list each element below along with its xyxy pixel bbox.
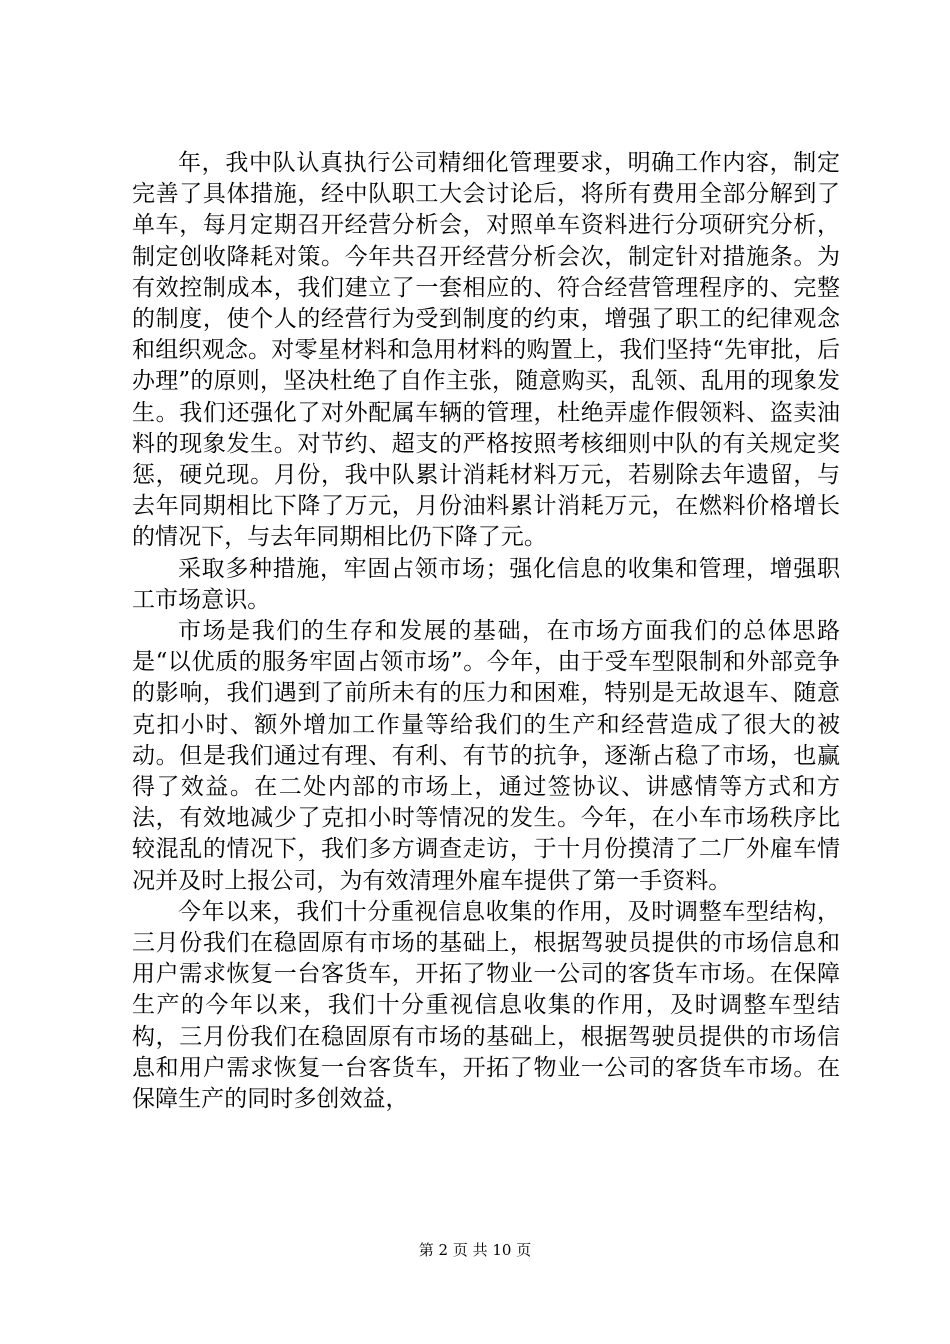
document-body bbox=[132, 148, 840, 1115]
paragraph-information-collection: 今年以来，我们十分重视信息收集的作用，及时调整车型结构，三月份我们在稳固原有市场的基础上，根据驾驶员提供的市场信息和用户需求恢复一台客货车，开拓了物业一公司的客货车市场。在保障生产的今年以来，我们十分重视信息收集的作用，及时调整车型结构，三月份我们在稳固原有市场的基础上，根据驾驶员提供的市场信息和用户需求恢复一台客货车，开拓了物业一公司的客货车市场。在保障生产的同时多创效益， bbox=[132, 898, 840, 1113]
page-number-footer: 第 2 页 共 10 页 bbox=[418, 1241, 532, 1259]
paragraph-cost-control: 年，我中队认真执行公司精细化管理要求，明确工作内容，制定完善了具体措施，经中队职工大会讨论后，将所有费用全部分解到了单车，每月定期召开经营分析会，对照单车资料进行分项研究分析，制定创收降耗对策。今年共召开经营分析会次，制定针对措施条。为有效控制成本，我们建立了一套相应的、符合经营管理程序的、完整的制度，使个人的经营行为受到制度的约束，增强了职工的纪律观念和组织观念。对零星材料和急用材料的购置上，我们坚持“先审批，后办理”的原则，坚决杜绝了自作主张，随意购买，乱领、乱用的现象发生。我们还强化了对外配属车辆的管理，杜绝弄虚作假领料、盗卖油料的现象发生。对节约、超支的严格按照考核细则中队的有关规定奖惩，硬兑现。月份，我中队累计消耗材料万元，若剔除去年遗留，与去年同期相比下降了万元，月份油料累计消耗万元，在燃料价格增长的情况下，与去年同期相比仍下降了元。 bbox=[132, 150, 840, 551]
paragraph-market-measures: 采取多种措施，牢固占领市场；强化信息的收集和管理，增强职工市场意识。 bbox=[132, 555, 840, 613]
paragraph-market-basis: 市场是我们的生存和发展的基础，在市场方面我们的总体思路是“以优质的服务牢固占领市场”。今年，由于受车型限制和外部竞争的影响，我们遇到了前所未有的压力和困难，特别是无故退车、随意克扣小时、额外增加工作量等给我们的生产和经营造成了很大的被动。但是我们通过有理、有利、有节的抗争，逐渐占稳了市场，也赢得了效益。在二处内部的市场上，通过签协议、讲感情等方式和方法，有效地减少了克扣小时等情况的发生。今年，在小车市场秩序比较混乱的情况下，我们多方调查走访，于十月份摸清了二厂外雇车情况并及时上报公司，为有效清理外雇车提供了第一手资料。 bbox=[132, 618, 840, 894]
